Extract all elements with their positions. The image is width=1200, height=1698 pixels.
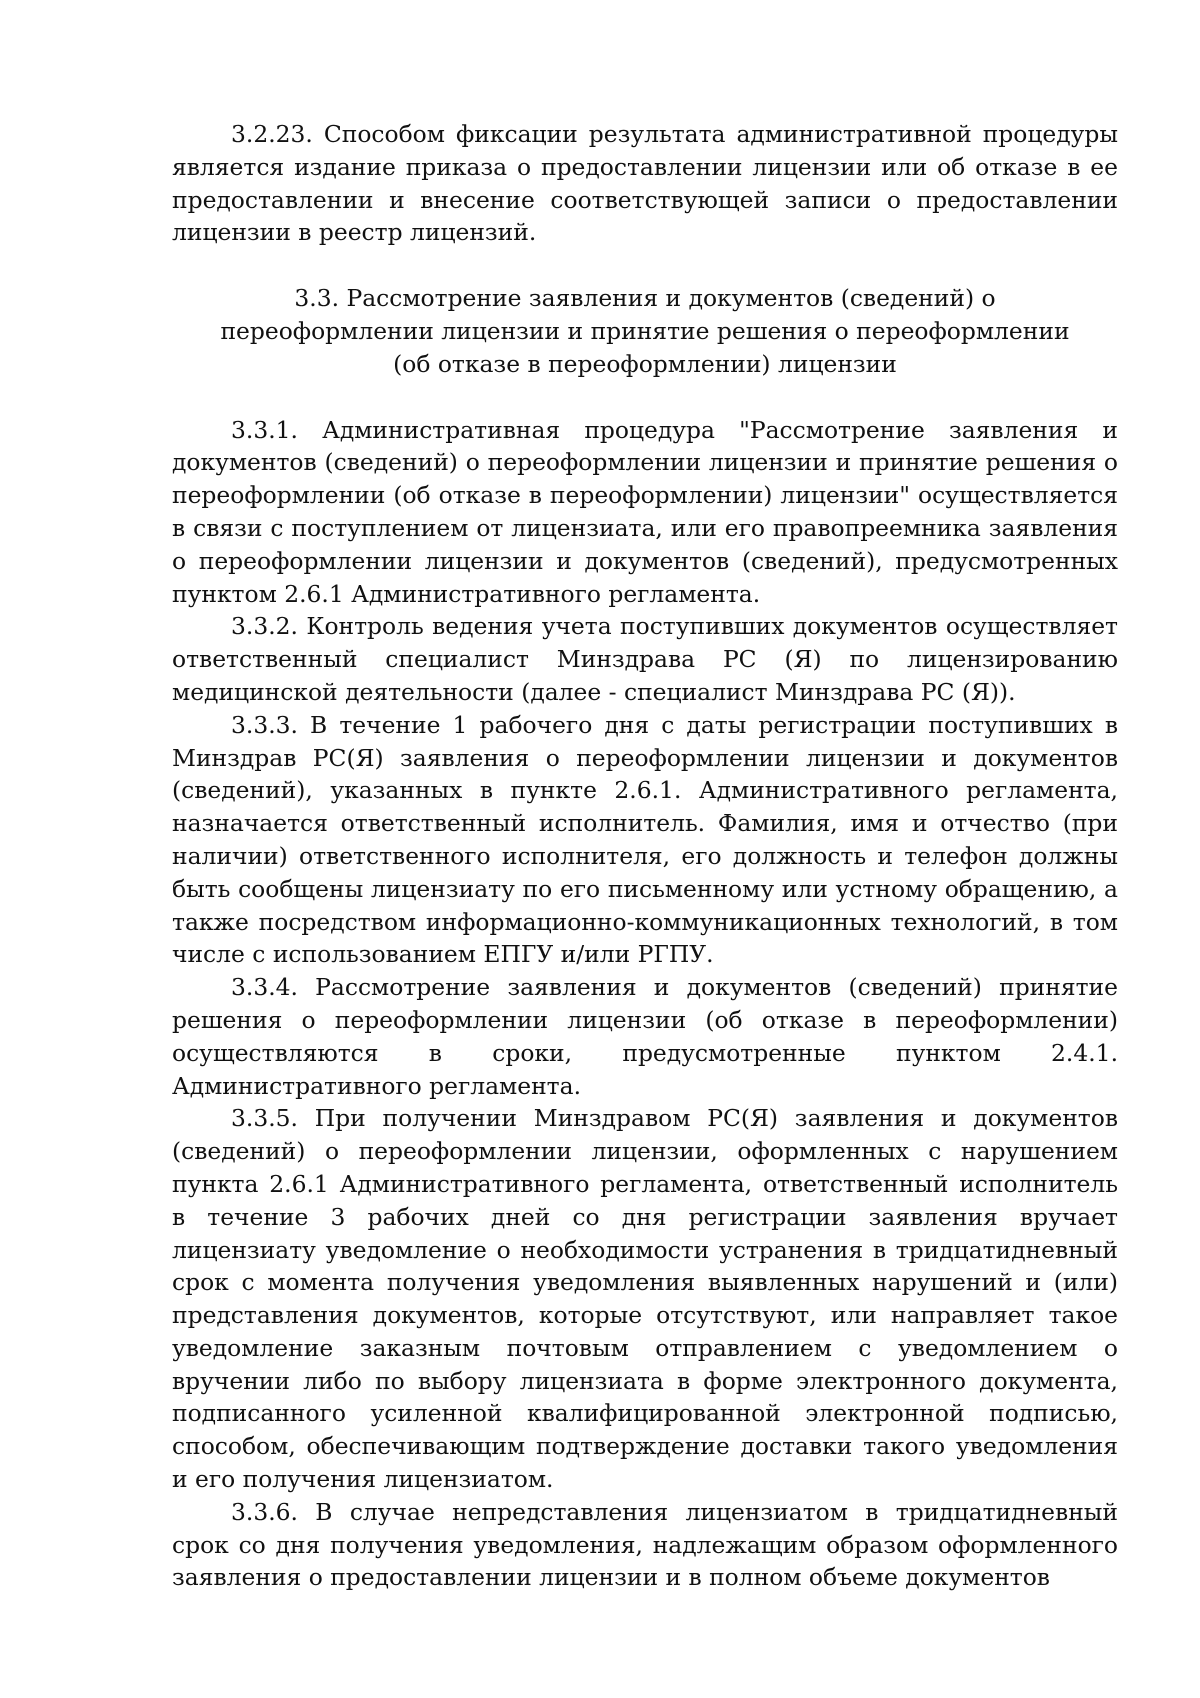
section-heading-3-3: 3.3. Рассмотрение заявления и документов (сведений) о переоформлении лицензии и принятие решения о переоформлении (об отказе в переоформлении) лицензии — [220, 284, 1070, 378]
paragraph-3-3-6: 3.3.6. В случае непредставления лицензиатом в тридцатидневный срок со дня получения уведомления, надлежащим образом оформленного заявления о предоставлении лицензии и в полном объеме документов — [172, 1497, 1118, 1592]
paragraph-3-3-1: 3.3.1. Административная процедура "Рассмотрение заявления и документов (сведений) о переоформлении лицензии и принятие решения о переоформлении (об отказе в переоформлении) лицензии" осуществляется в связи с поступлением от лицензиата, или его правопреемника заявления о переоформлении лицензии и документов (сведений), предусмотренных пунктом 2.6.1 Административного регламента. — [172, 415, 1118, 608]
paragraph-3-2-23: 3.2.23. Способом фиксации результата административной процедуры является издание приказа о предоставлении лицензии или об отказе в ее предоставлении и внесение соответствующей записи о предоставлении лицензии в реестр лицензий. — [172, 120, 1118, 247]
paragraph-3-3-3: 3.3.3. В течение 1 рабочего дня с даты регистрации поступивших в Минздрав РС(Я) заявления о переоформлении лицензии и документов (сведений), указанных в пункте 2.6.1. Административного регламента, назначается ответственный исполнитель. Фамилия, имя и отчество (при наличии) ответственного исполнителя, его должность и телефон должны быть сообщены лицензиату по его письменному или устному обращению, а также посредством информационно-коммуникационных технологий, в том числе с использованием ЕПГУ и/или РГПУ. — [172, 710, 1118, 969]
document-body — [172, 118, 1118, 1594]
paragraph-3-3-2: 3.3.2. Контроль ведения учета поступивших документов осуществляет ответственный специалист Минздрава РС (Я) по лицензированию медицинской деятельности (далее - специалист Минздрава РС (Я)). — [172, 612, 1118, 706]
paragraph-3-3-5: 3.3.5. При получении Минздравом РС(Я) заявления и документов (сведений) о переоформлении лицензии, оформленных с нарушением пункта 2.6.1 Административного регламента, ответственный исполнитель в течение 3 рабочих дней со дня регистрации заявления вручает лицензиату уведомление о необходимости устранения в тридцатидневный срок с момента получения уведомления выявленных нарушений и (или) представления документов, которые отсутствуют, или направляет такое уведомление заказным почтовым отправлением с уведомлением о вручении либо по выбору лицензиата в форме электронного документа, подписанного усиленной квалифицированной электронной подписью, способом, обеспечивающим подтверждение доставки такого уведомления и его получения лицензиатом. — [172, 1104, 1118, 1494]
paragraph-3-3-4: 3.3.4. Рассмотрение заявления и документов (сведений) принятие решения о переоформлении лицензии (об отказе в переоформлении) осуществляются в сроки, предусмотренные пунктом 2.4.1. Административного регламента. — [172, 973, 1118, 1100]
